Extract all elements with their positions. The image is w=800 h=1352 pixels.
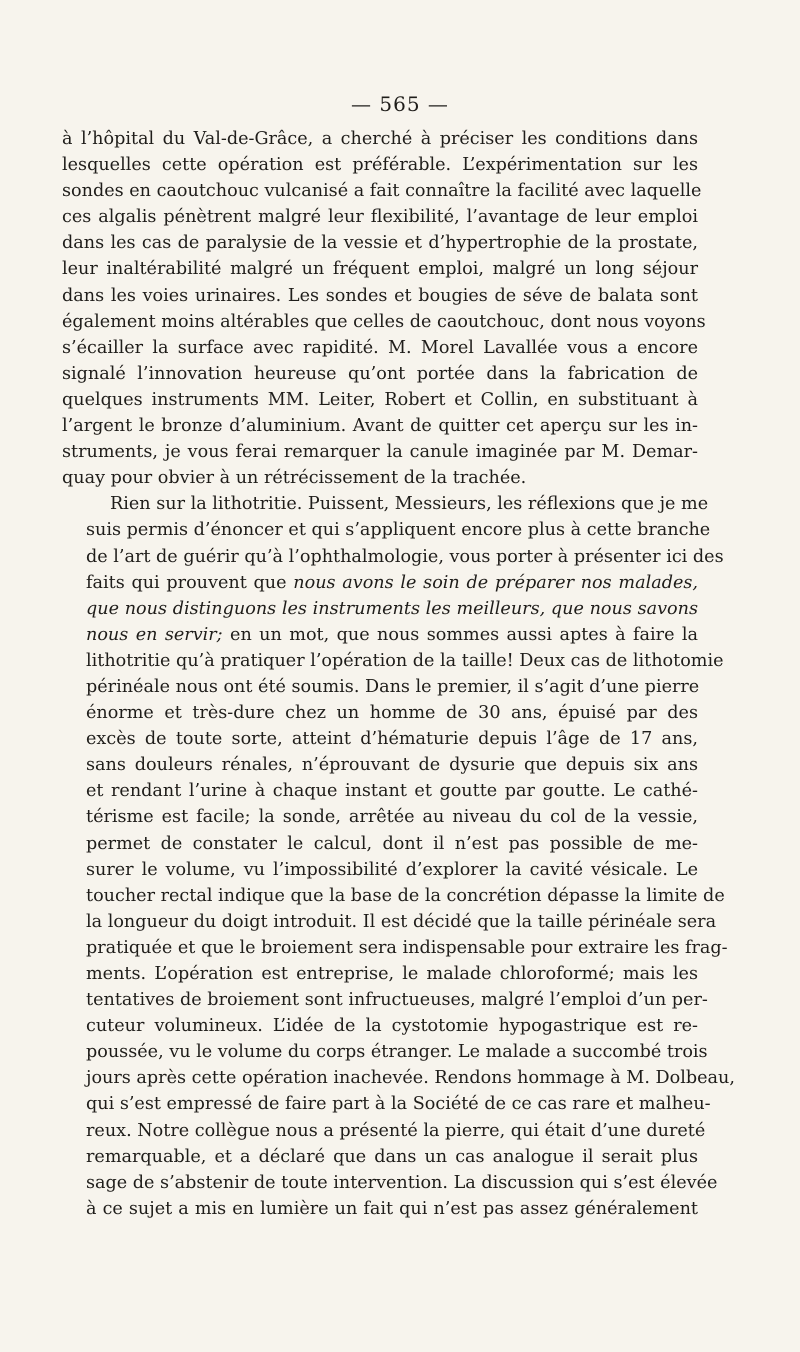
italic-text: nous avons le soin de préparer nos malades, <box>293 572 698 593</box>
text-line: remarquable, et a déclaré que dans un cas analogue il serait plus <box>86 1146 698 1167</box>
text-line: à l’hôpital du Val-de-Grâce, a cherché à préciser les conditions dans <box>62 129 698 149</box>
text-line: sans douleurs rénales, n’éprouvant de dysurie que depuis six ans <box>86 755 698 776</box>
text-line: de l’art de guérir qu’à l’ophthalmologie, vous porter à présenter ici des <box>86 546 724 567</box>
italic-text: nous en servir; <box>86 624 223 645</box>
text-line-mixed <box>62 570 698 596</box>
text-line: quay pour obvier à un rétrécissement de la trachée. <box>62 468 527 489</box>
text-line: quelques instruments MM. Leiter, Robert et Collin, en substituant à <box>62 389 698 410</box>
text-line: également moins altérables que celles de caoutchouc, dont nous voyons <box>62 311 706 332</box>
text-line: jours après cette opération inachevée. Rendons hommage à M. Dolbeau, <box>86 1068 735 1089</box>
text-line: périnéale nous ont été soumis. Dans le premier, il s’agit d’une pierre <box>86 676 700 697</box>
text-line: leur inaltérabilité malgré un fréquent emploi, malgré un long séjour <box>62 259 698 280</box>
text-line-mixed <box>62 622 698 648</box>
text-fragment: en un mot, que nous sommes aussi aptes à faire la <box>230 624 699 645</box>
text-line: énorme et très-dure chez un homme de 30 ans, épuisé par des <box>86 703 698 724</box>
text-line: dans les cas de paralysie de la vessie et d’hypertrophie de la prostate, <box>62 233 698 254</box>
text-line: toucher rectal indique que la base de la concrétion dépasse la limite de <box>86 885 725 906</box>
text-line: surer le volume, vu l’impossibilité d’explorer la cavité vésicale. Le <box>86 859 698 880</box>
paragraph-1 <box>62 126 706 491</box>
text-line-italic <box>62 596 698 622</box>
text-line: suis permis d’énoncer et qui s’appliquent encore plus à cette branche <box>86 520 711 541</box>
text-line: excès de toute sorte, atteint d’hématurie depuis l’âge de 17 ans, <box>86 729 698 750</box>
text-line: à ce sujet a mis en lumière un fait qui n’est pas assez généralement <box>86 1198 698 1219</box>
text-line: la longueur du doigt introduit. Il est décidé que la taille périnéale sera <box>86 911 717 932</box>
text-fragment: faits qui prouvent que <box>86 572 287 593</box>
text-line: l’argent le bronze d’aluminium. Avant de quitter cet aperçu sur les in- <box>62 416 698 437</box>
text-line: pratiquée et que le broiement sera indispensable pour extraire les frag- <box>86 937 728 958</box>
text-line: s’écailler la surface avec rapidité. M. Morel Lavallée vous a encore <box>62 337 698 358</box>
text-line: lesquelles cette opération est préférable. L’expérimentation sur les <box>62 155 698 176</box>
text-line: ments. L’opération est entreprise, le malade chloroformé; mais les <box>86 964 698 984</box>
text-line: sage de s’abstenir de toute intervention. La discussion qui s’est élevée <box>86 1172 718 1193</box>
text-line: reux. Notre collègue nous a présenté la pierre, qui était d’une dureté <box>86 1120 706 1141</box>
body-text <box>62 126 735 1222</box>
italic-text: que nous distinguons les instruments les meilleurs, que nous savons <box>86 598 698 619</box>
text-line: lithotritie qu’à pratiquer l’opération de la taille! Deux cas de lithotomie <box>86 650 724 671</box>
text-line: cuteur volumineux. L’idée de la cystotomie hypogastrique est re- <box>86 1016 698 1037</box>
text-line: permet de constater le calcul, dont il n’est pas possible de me- <box>86 833 698 854</box>
page-number: — 565 — <box>351 92 449 116</box>
text-line: térisme est facile; la sonde, arrêtée au niveau du col de la vessie, <box>86 807 698 828</box>
paragraph-2 <box>62 491 735 1222</box>
text-line: dans les voies urinaires. Les sondes et bougies de séve de balata sont <box>62 285 698 306</box>
text-line: ces algalis pénètrent malgré leur flexibilité, l’avantage de leur emploi <box>62 207 698 228</box>
text-line: qui s’est empressé de faire part à la Société de ce cas rare et malheu- <box>86 1094 711 1115</box>
text-line: et rendant l’urine à chaque instant et goutte par goutte. Le cathé- <box>86 781 698 802</box>
text-line: signalé l’innovation heureuse qu’ont portée dans la fabrication de <box>62 363 698 384</box>
text-line: poussée, vu le volume du corps étranger. Le malade a succombé trois <box>86 1042 708 1063</box>
text-line: struments, je vous ferai remarquer la canule imaginée par M. Demar- <box>62 442 698 463</box>
text-line: sondes en caoutchouc vulcanisé a fait connaître la facilité avec laquelle <box>62 181 702 202</box>
text-line: Rien sur la lithotritie. Puissent, Messieurs, les réflexions que je me <box>110 494 709 515</box>
text-line: tentatives de broiement sont infructueuses, malgré l’emploi d’un per- <box>86 990 708 1011</box>
